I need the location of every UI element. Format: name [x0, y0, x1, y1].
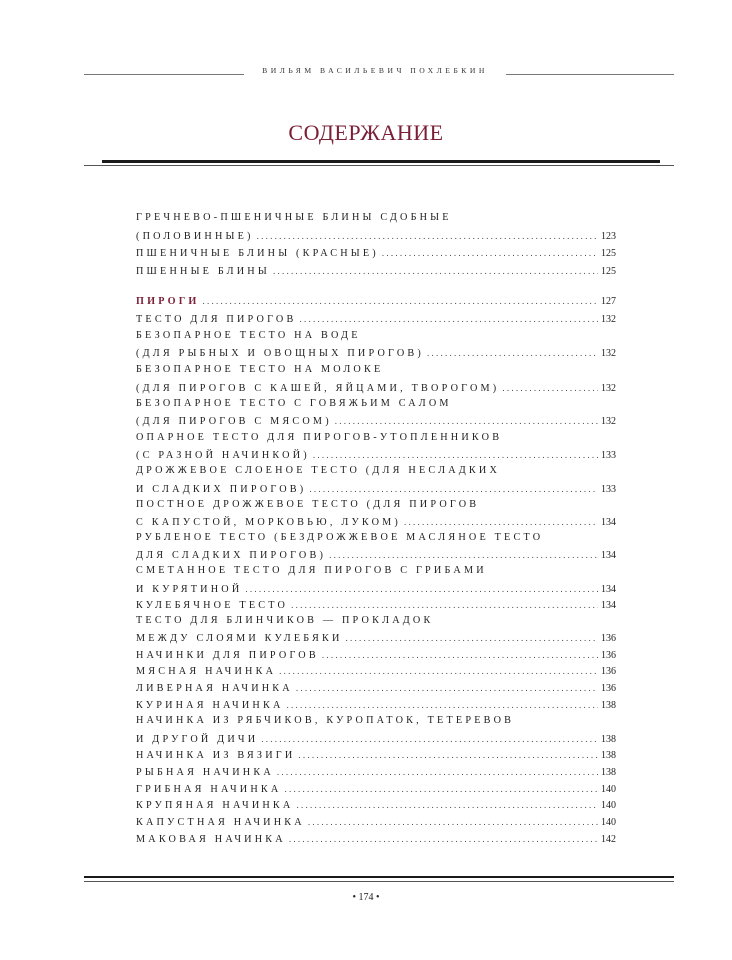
toc-entry-page: 127	[601, 296, 616, 307]
toc-entry	[136, 797, 616, 813]
toc-entry	[136, 514, 616, 530]
toc-entry	[136, 663, 616, 679]
toc-entry-page: 140	[601, 800, 616, 811]
page-title: СОДЕРЖАНИЕ	[288, 120, 444, 145]
toc-entry	[136, 581, 616, 597]
toc-entry	[136, 380, 616, 396]
toc-entry	[136, 597, 616, 613]
toc-entry-label: НАЧИНКА ИЗ ВЯЗИГИ	[136, 750, 296, 761]
toc-entry-label: СМЕТАННОЕ ТЕСТО ДЛЯ ПИРОГОВ С ГРИБАМИ	[136, 565, 487, 576]
toc-entry-page: 132	[601, 348, 616, 359]
toc-entry-label: И СЛАДКИХ ПИРОГОВ)	[136, 484, 307, 495]
toc-entry	[136, 831, 616, 847]
toc-entry-label: С КАПУСТОЙ, МОРКОВЬЮ, ЛУКОМ)	[136, 517, 402, 528]
toc-leader-dots	[291, 597, 598, 613]
toc-entry-page: 142	[601, 834, 616, 845]
toc-entry-label: ПШЕНИЧНЫЕ БЛИНЫ (КРАСНЫЕ)	[136, 248, 379, 259]
toc-entry-label: ГРЕЧНЕВО-ПШЕНИЧНЫЕ БЛИНЫ СДОБНЫЕ	[136, 212, 452, 223]
toc-leader-dots	[261, 731, 598, 747]
toc-leader-dots	[296, 680, 598, 696]
toc-entry-label: И ДРУГОЙ ДИЧИ	[136, 734, 259, 745]
toc-entry-label: (ДЛЯ ПИРОГОВ С МЯСОМ)	[136, 416, 332, 427]
toc-entry	[136, 647, 616, 663]
toc-entry	[136, 263, 616, 279]
toc-entry-label: КУЛЕБЯЧНОЕ ТЕСТО	[136, 600, 289, 611]
running-header-author: ВИЛЬЯМ ВАСИЛЬЕВИЧ ПОХЛЕБКИН	[262, 66, 488, 75]
toc-entry-label: (С РАЗНОЙ НАЧИНКОЙ)	[136, 450, 310, 461]
toc-entry-label: ПИРОГИ	[136, 296, 200, 307]
toc-entry-label: (ПОЛОВИННЫЕ)	[136, 231, 254, 242]
toc-entry	[136, 747, 616, 763]
footer-rule-thin	[84, 881, 674, 882]
toc-entry-page: 134	[601, 600, 616, 611]
toc-entry-page: 138	[601, 767, 616, 778]
toc-leader-dots	[289, 831, 598, 847]
toc-entry-page: 125	[601, 248, 616, 259]
toc-leader-dots	[308, 814, 598, 830]
toc-section-heading	[136, 293, 616, 309]
toc-entry-page: 136	[601, 666, 616, 677]
toc-entry-label: НАЧИНКИ ДЛЯ ПИРОГОВ	[136, 650, 319, 661]
toc-leader-dots	[279, 663, 598, 679]
toc-leader-dots	[277, 764, 598, 780]
toc-entry-page: 125	[601, 266, 616, 277]
toc-entry	[136, 245, 616, 261]
title-rule-thin	[84, 165, 674, 166]
toc-leader-dots	[329, 547, 598, 563]
toc-leader-dots	[346, 630, 598, 646]
toc-entry-label: МЕЖДУ СЛОЯМИ КУЛЕБЯКИ	[136, 633, 343, 644]
toc-entry-label: ТЕСТО ДЛЯ БЛИНЧИКОВ — ПРОКЛАДОК	[136, 615, 434, 626]
toc-entry	[136, 447, 616, 463]
toc-entry-label: ТЕСТО ДЛЯ ПИРОГОВ	[136, 314, 297, 325]
toc-entry-label: РЫБНАЯ НАЧИНКА	[136, 767, 274, 778]
toc-leader-dots	[404, 514, 598, 530]
toc-leader-dots	[203, 293, 598, 309]
toc-entry-page: 123	[601, 231, 616, 242]
toc-entry-label: ЛИВЕРНАЯ НАЧИНКА	[136, 683, 293, 694]
toc-entry-label: ПШЕННЫЕ БЛИНЫ	[136, 266, 270, 277]
toc-entry	[136, 530, 616, 546]
toc-entry	[136, 328, 616, 344]
toc-entry	[136, 781, 616, 797]
toc-entry-label: ДЛЯ СЛАДКИХ ПИРОГОВ)	[136, 550, 327, 561]
toc-leader-dots	[335, 413, 598, 429]
toc-entry-page: 140	[601, 817, 616, 828]
toc-entry-page: 133	[601, 450, 616, 461]
toc-entry-page: 132	[601, 416, 616, 427]
toc-leader-dots	[502, 380, 598, 396]
toc-entry	[136, 345, 616, 361]
toc-entry	[136, 497, 616, 513]
toc-entry	[136, 396, 616, 412]
toc-entry	[136, 547, 616, 563]
toc-entry	[136, 311, 616, 327]
toc-entry-label: НАЧИНКА ИЗ РЯБЧИКОВ, КУРОПАТОК, ТЕТЕРЕВОВ	[136, 715, 515, 726]
toc-entry-page: 134	[601, 584, 616, 595]
title-rule-thick	[102, 160, 660, 163]
toc-leader-dots	[298, 747, 598, 763]
toc-entry-page: 138	[601, 734, 616, 745]
toc-entry-page: 136	[601, 683, 616, 694]
toc-leader-dots	[245, 581, 598, 597]
toc-leader-dots	[309, 481, 598, 497]
toc-entry-label: МЯСНАЯ НАЧИНКА	[136, 666, 277, 677]
toc-entry	[136, 210, 616, 226]
toc-leader-dots	[296, 797, 598, 813]
toc-entry	[136, 481, 616, 497]
toc-entry-label: РУБЛЕНОЕ ТЕСТО (БЕЗДРОЖЖЕВОЕ МАСЛЯНОЕ ТЕСТО	[136, 532, 544, 543]
toc-leader-dots	[257, 228, 598, 244]
toc-entry-page: 133	[601, 484, 616, 495]
toc-entry-page: 132	[601, 314, 616, 325]
toc-entry-label: ДРОЖЖЕВОЕ СЛОЕНОЕ ТЕСТО (ДЛЯ НЕСЛАДКИХ	[136, 465, 501, 476]
toc-entry	[136, 630, 616, 646]
toc-entry	[136, 697, 616, 713]
toc-entry	[136, 764, 616, 780]
toc-entry-page: 134	[601, 550, 616, 561]
toc-entry-page: 136	[601, 633, 616, 644]
toc-leader-dots	[427, 345, 598, 361]
toc-entry-page: 138	[601, 750, 616, 761]
toc-entry-page: 136	[601, 650, 616, 661]
toc-entry	[136, 713, 616, 729]
toc-entry	[136, 563, 616, 579]
toc-entry-label: БЕЗОПАРНОЕ ТЕСТО НА ВОДЕ	[136, 330, 361, 341]
toc-entry	[136, 413, 616, 429]
toc-entry-page: 138	[601, 700, 616, 711]
toc-entry-label: БЕЗОПАРНОЕ ТЕСТО С ГОВЯЖЬИМ САЛОМ	[136, 398, 452, 409]
toc-leader-dots	[287, 697, 598, 713]
toc-entry-page: 134	[601, 517, 616, 528]
toc-entry	[136, 613, 616, 629]
toc-entry	[136, 463, 616, 479]
toc-entry	[136, 814, 616, 830]
toc-leader-dots	[284, 781, 598, 797]
toc-entry-label: ПОСТНОЕ ДРОЖЖЕВОЕ ТЕСТО (ДЛЯ ПИРОГОВ	[136, 499, 480, 510]
header-rule-right	[506, 74, 674, 75]
toc-entry-label: МАКОВАЯ НАЧИНКА	[136, 834, 286, 845]
footer-rule-thick	[84, 876, 674, 878]
header-rule-left	[84, 74, 244, 75]
toc-entry-label: ОПАРНОЕ ТЕСТО ДЛЯ ПИРОГОВ-УТОПЛЕННИКОВ	[136, 432, 503, 443]
toc-entry	[136, 362, 616, 378]
toc-entry-label: КАПУСТНАЯ НАЧИНКА	[136, 817, 305, 828]
toc-leader-dots	[313, 447, 598, 463]
toc-entry-label: И КУРЯТИНОЙ	[136, 584, 243, 595]
toc-entry-label: ГРИБНАЯ НАЧИНКА	[136, 784, 282, 795]
toc-entry-label: (ДЛЯ РЫБНЫХ И ОВОЩНЫХ ПИРОГОВ)	[136, 348, 425, 359]
toc-entry-label: КРУПЯНАЯ НАЧИНКА	[136, 800, 294, 811]
page-number: • 174 •	[352, 892, 380, 903]
toc-leader-dots	[273, 263, 598, 279]
toc-entry-page: 140	[601, 784, 616, 795]
toc-entry-label: БЕЗОПАРНОЕ ТЕСТО НА МОЛОКЕ	[136, 364, 384, 375]
toc-entry-label: (ДЛЯ ПИРОГОВ С КАШЕЙ, ЯЙЦАМИ, ТВОРОГОМ)	[136, 383, 500, 394]
toc-entry	[136, 680, 616, 696]
toc-leader-dots	[322, 647, 598, 663]
toc-entry	[136, 228, 616, 244]
toc-entry-page: 132	[601, 383, 616, 394]
toc-entry-label: КУРИНАЯ НАЧИНКА	[136, 700, 284, 711]
toc-entry	[136, 731, 616, 747]
toc-leader-dots	[299, 311, 598, 327]
toc-entry	[136, 430, 616, 446]
toc-leader-dots	[382, 245, 598, 261]
